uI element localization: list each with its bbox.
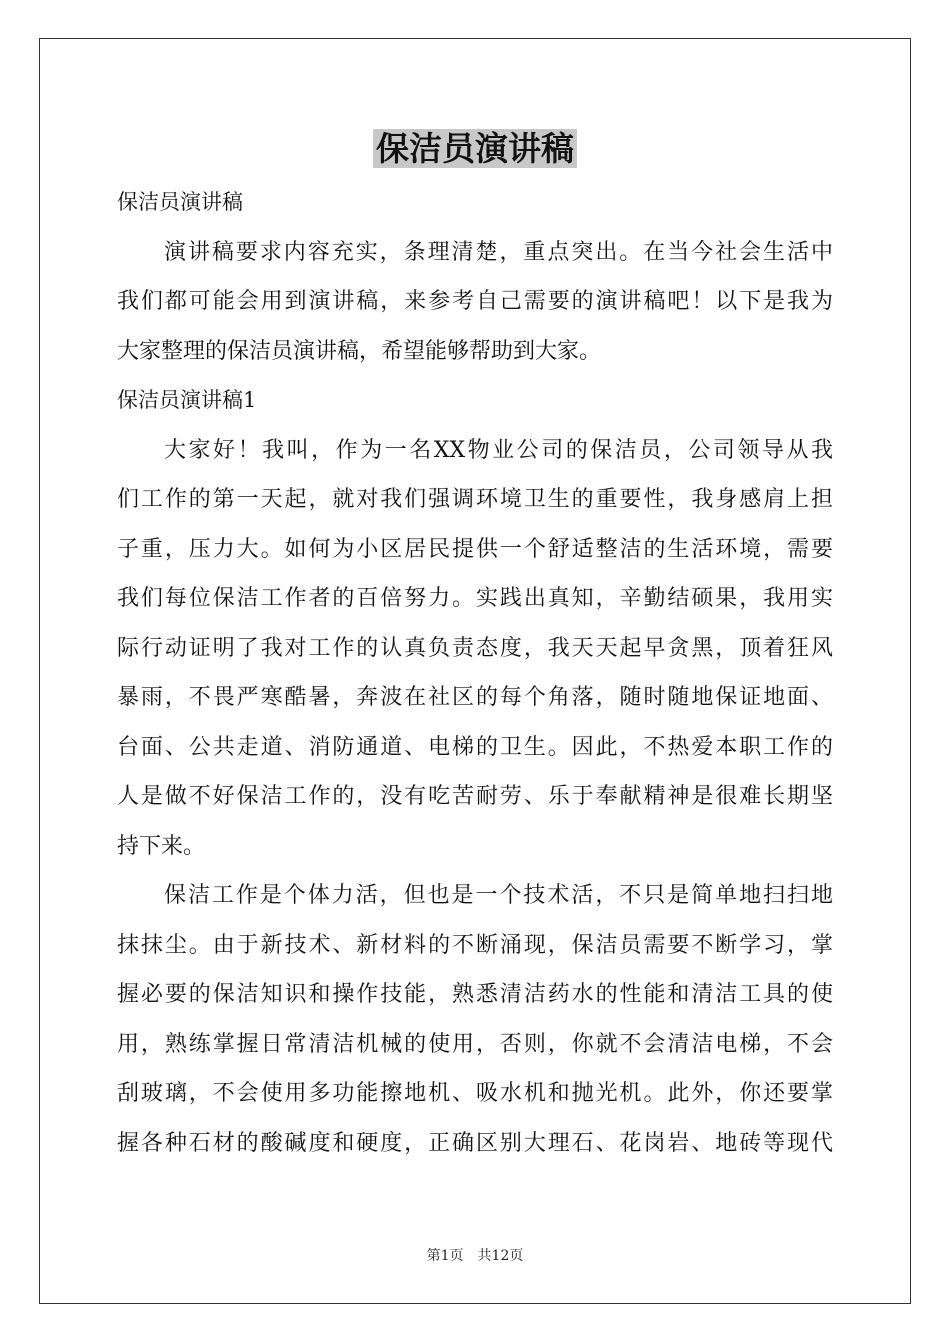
paragraph-line: 们工作的第一天起，就对我们强调环境卫生的重要性，我身感肩上担 — [117, 487, 833, 512]
page-footer — [0, 1246, 950, 1266]
paragraph-line: 握各种石材的酸碱度和硬度，正确区别大理石、花岗岩、地砖等现代 — [117, 1130, 833, 1156]
paragraph-line: 握必要的保洁知识和操作技能，熟悉清洁药水的性能和清洁工具的使 — [117, 982, 833, 1007]
paragraph-line: 我们都可能会用到演讲稿，来参考自己需要的演讲稿吧！以下是我为 — [117, 289, 833, 314]
paragraph-line: 演讲稿要求内容充实，条理清楚，重点突出。在当今社会生活中 — [164, 239, 833, 265]
paragraph-line: 保洁工作是个体力活，但也是一个技术活，不只是简单地扫扫地 — [164, 883, 833, 908]
paragraph-line: 子重，压力大。如何为小区居民提供一个舒适整洁的生活环境，需要 — [117, 536, 833, 562]
paragraph-line: 台面、公共走道、消防通道、电梯的卫生。因此，不热爱本职工作的 — [117, 734, 833, 760]
paragraph-line: 际行动证明了我对工作的认真负责态度，我天天起早贪黑，顶着狂风 — [117, 635, 833, 661]
document-title-text: 保洁员演讲稿 — [373, 129, 577, 168]
section-heading: 保洁员演讲稿1 — [117, 388, 257, 412]
paragraph-line: 大家整理的保洁员演讲稿，希望能够帮助到大家。 — [117, 338, 602, 364]
paragraph-line: 用，熟练掌握日常清洁机械的使用，否则，你就不会清洁电梯，不会 — [117, 1031, 833, 1057]
document-body — [117, 178, 833, 1168]
paragraph-line: 抹抹尘。由于新技术、新材料的不断涌现，保洁员需要不断学习，掌 — [117, 932, 833, 958]
paragraph-line: 大家好！我叫，作为一名XX物业公司的保洁员，公司领导从我 — [164, 437, 833, 463]
paragraph-line: 持下来。 — [117, 833, 206, 859]
paragraph-line: 我们每位保洁工作者的百倍努力。实践出真知，辛勤结硕果，我用实 — [117, 586, 833, 611]
paragraph-line: 暴雨，不畏严寒酷暑，奔波在社区的每个角落，随时随地保证地面、 — [117, 685, 833, 710]
subtitle-line: 保洁员演讲稿 — [117, 190, 243, 214]
document-title — [0, 125, 950, 173]
paragraph-line: 刮玻璃，不会使用多功能擦地机、吸水机和抛光机。此外，你还要掌 — [117, 1081, 833, 1106]
paragraph-line: 人是做不好保洁工作的，没有吃苦耐劳、乐于奉献精神是很难长期坚 — [117, 784, 833, 809]
page-total: 共12页 — [477, 1248, 524, 1264]
page-number: 第1页 — [426, 1248, 464, 1264]
